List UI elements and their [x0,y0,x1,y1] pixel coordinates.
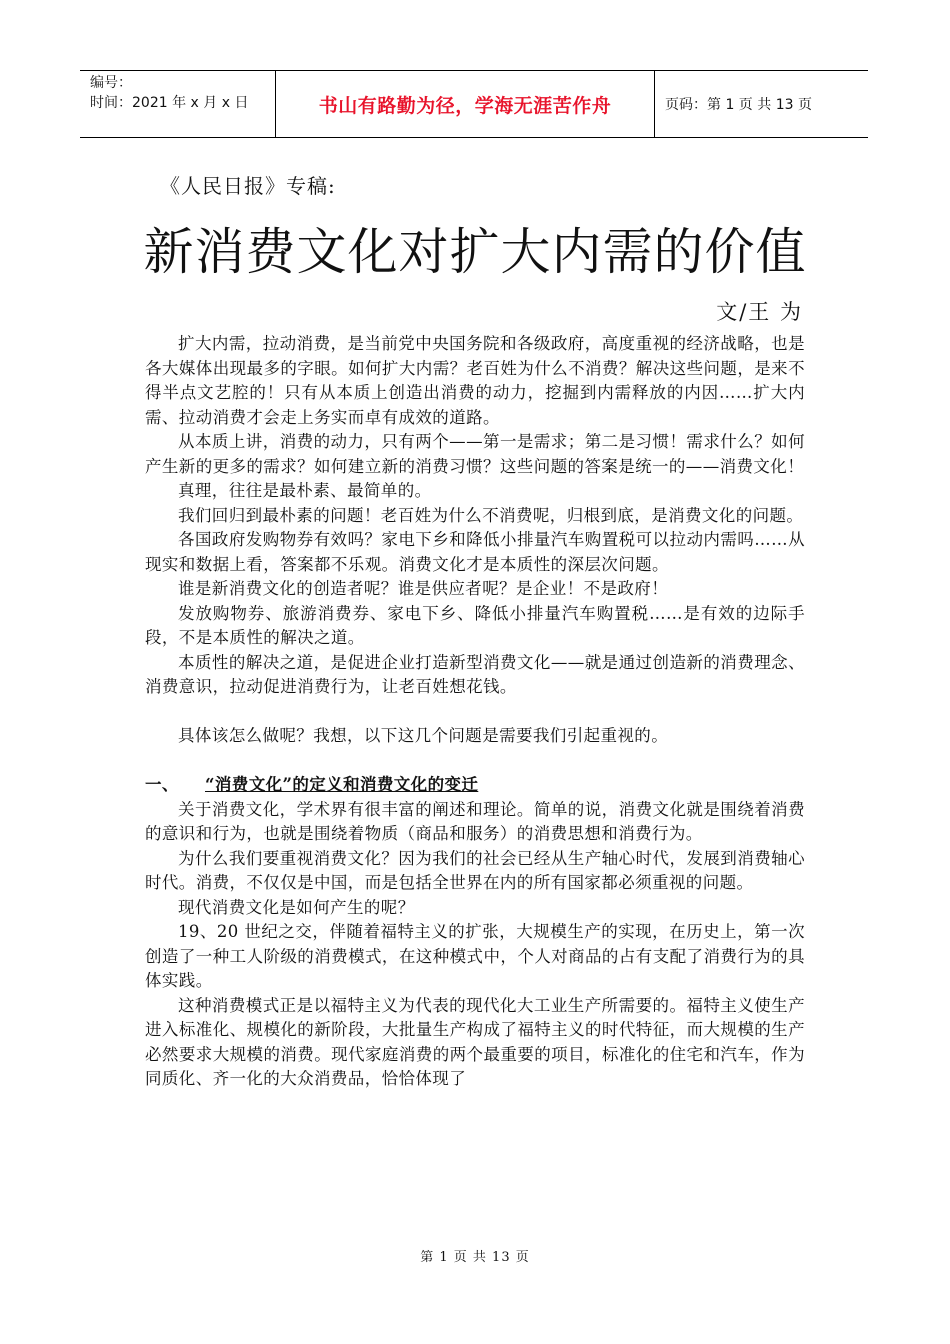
paragraph: 19、20 世纪之交，伴随着福特主义的扩张，大规模生产的实现，在历史上，第一次创造了一种工人阶级的消费模式，在这种模式中，个人对商品的占有支配了消费行为的具体实践。 [145,922,805,990]
section-title: “消费文化”的定义和消费文化的变迁 [205,775,479,794]
blank-line [145,700,805,725]
header-motto: 书山有路勤为径，学海无涯苦作舟 [276,71,655,137]
time-label: 时间：2021 年 x 月 x 日 [90,95,249,111]
article-author: 文/王 为 [716,300,803,324]
paragraph: 具体该怎么做呢？我想，以下这几个问题是需要我们引起重视的。 [178,726,669,745]
paragraph: 本质性的解决之道，是促进企业打造新型消费文化——就是通过创造新的消费理念、消费意识，拉动促进消费行为，让老百姓想花钱。 [145,652,805,696]
paragraph: 发放购物券、旅游消费券、家电下乡、降低小排量汽车购置税……是有效的边际手段，不是本质性的解决之道。 [145,603,805,647]
article-body [145,332,805,1092]
paragraph: 为什么我们要重视消费文化？因为我们的社会已经从生产轴心时代，发展到消费轴心时代。消费，不仅仅是中国，而是包括全世界在内的所有国家都必须重视的问题。 [145,848,805,892]
header-meta [80,71,276,137]
paragraph: 关于消费文化，学术界有很丰富的阐述和理论。简单的说，消费文化就是围绕着消费的意识和行为，也就是围绕着物质（商品和服务）的消费思想和消费行为。 [145,799,805,843]
paragraph: 各国政府发购物券有效吗？家电下乡和降低小排量汽车购置税可以拉动内需吗……从现实和数据上看，答案都不乐观。消费文化才是本质性的深层次问题。 [145,530,805,574]
page-footer: 第 1 页 共 13 页 [420,1250,530,1265]
paragraph: 从本质上讲，消费的动力，只有两个——第一是需求；第二是习惯！需求什么？如何产生新的更多的需求？如何建立新的消费习惯？这些问题的答案是统一的——消费文化！ [145,432,805,476]
paragraph: 这种消费模式正是以福特主义为代表的现代化大工业生产所需要的。福特主义使生产进入标准化、规模化的新阶段，大批量生产构成了福特主义的时代特征，而大规模的生产必然要求大规模的消费。现代家庭消费的两个最重要的项目，标准化的住宅和汽车，作为同质化、齐一化的大众消费品，恰恰体现了 [145,995,805,1088]
header-page-info: 页码：第 1 页 共 13 页 [665,97,812,113]
paragraph: 我们回归到最朴素的问题！老百姓为什么不消费呢，归根到底，是消费文化的问题。 [178,505,804,525]
article-source: 《人民日报》专稿: [160,174,336,198]
paragraph: 扩大内需，拉动消费，是当前党中央国务院和各级政府，高度重视的经济战略，也是各大媒体出现最多的字眼。如何扩大内需？老百姓为什么不消费？解决这些问题，是来不得半点文艺腔的！只有从本质上创造出消费的动力，挖掘到内需释放的内因……扩大内需、拉动消费才会走上务实而卓有成效的道路。 [145,334,805,427]
paragraph: 真理，往往是最朴素、最简单的。 [178,481,432,500]
paragraph: 现代消费文化是如何产生的呢？ [178,897,415,917]
article-title: 新消费文化对扩大内需的价值 [143,223,807,281]
paragraph: 谁是新消费文化的创造者呢？谁是供应者呢？是企业！不是政府！ [178,579,669,598]
document-header [80,70,868,138]
blank-line [145,749,805,774]
section-number: 一、 [145,775,179,794]
number-label: 编号： [90,75,132,91]
section-heading [145,773,805,798]
